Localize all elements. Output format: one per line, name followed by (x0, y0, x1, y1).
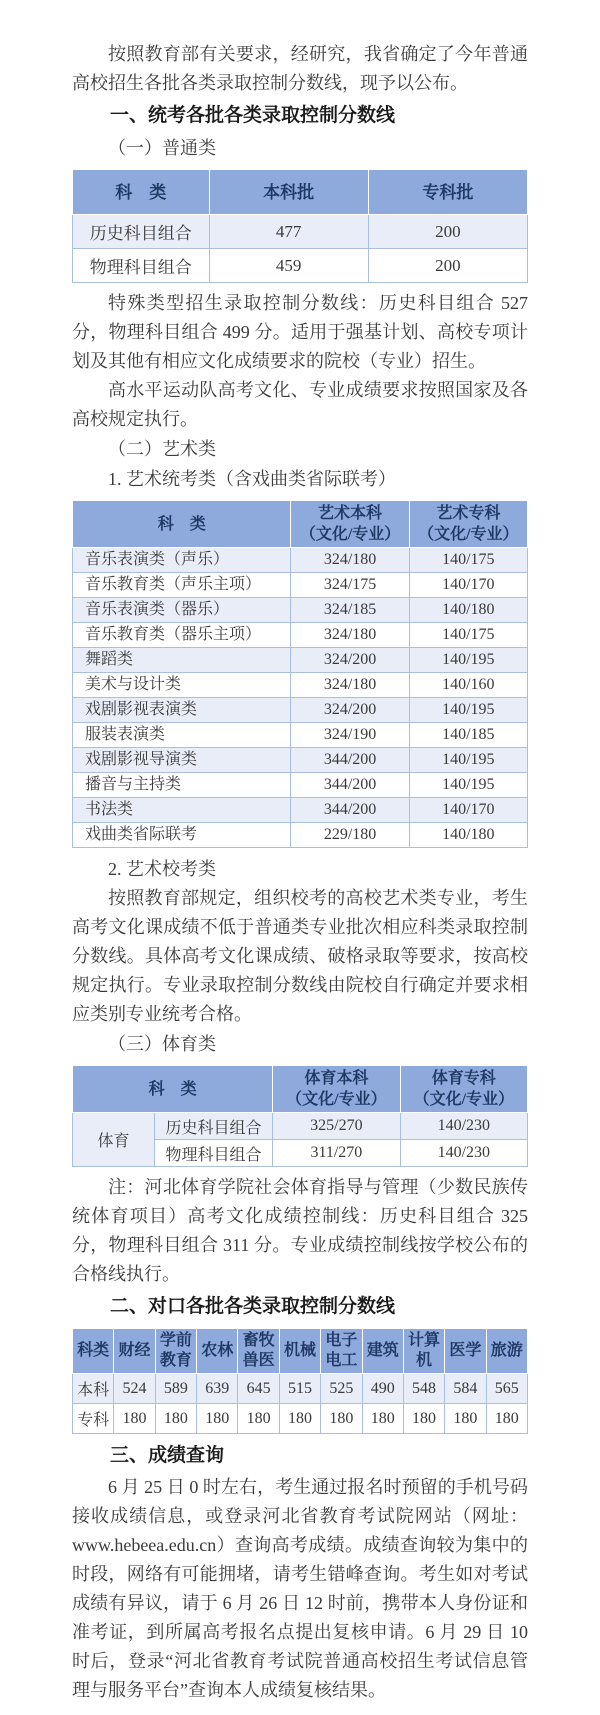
table-row (73, 823, 528, 848)
table-cell: 140/170 (409, 573, 527, 598)
section2-heading: 二、对口各批各类录取控制分数线 (110, 1296, 396, 1317)
duikou-score-table (72, 1328, 528, 1434)
table-cell: 515 (279, 1374, 320, 1404)
table-cell: 舞蹈类 (73, 648, 291, 673)
table-row (73, 698, 528, 723)
section1-heading: 一、统考各批各类录取控制分数线 (110, 105, 396, 126)
table-cell: 180 (362, 1404, 403, 1434)
table-cell: 180 (445, 1404, 486, 1434)
table-cell: 音乐教育类（器乐主项） (73, 623, 291, 648)
column-header: 农林 (197, 1329, 238, 1374)
table-row (73, 773, 528, 798)
table-cell: 音乐表演类（器乐） (73, 598, 291, 623)
table-cell: 140/230 (400, 1113, 527, 1140)
header-line: 体育本科 (304, 1070, 369, 1087)
table-cell: 344/200 (291, 798, 409, 823)
table-cell: 229/180 (291, 823, 409, 848)
table-cell: 180 (321, 1404, 362, 1434)
table-cell: 200 (368, 249, 527, 283)
table-row (73, 648, 528, 673)
column-header: 畜牧兽医 (238, 1329, 279, 1374)
table-cell: 344/200 (291, 748, 409, 773)
table-cell: 525 (321, 1374, 362, 1404)
table-cell: 戏曲类省际联考 (73, 823, 291, 848)
table-cell: 344/200 (291, 773, 409, 798)
table-cell: 播音与主持类 (73, 773, 291, 798)
column-header: 科 类 (73, 501, 291, 548)
table-row (73, 598, 528, 623)
table-row (73, 1374, 528, 1404)
table-row (73, 573, 528, 598)
table-cell: 物理科目组合 (73, 249, 210, 283)
table-cell: 服装表演类 (73, 723, 291, 748)
column-header: 机械 (279, 1329, 320, 1374)
column-header: 旅游 (486, 1329, 527, 1374)
header-line: 艺术专科 (436, 505, 501, 522)
section3-heading: 三、成绩查询 (110, 1445, 225, 1466)
sports-score-table (72, 1065, 528, 1167)
table-cell: 140/195 (409, 648, 527, 673)
art-school-heading: 2. 艺术校考类 (108, 859, 216, 879)
column-header: 财经 (114, 1329, 155, 1374)
table-cell: 325/270 (273, 1113, 400, 1140)
table-cell: 490 (362, 1374, 403, 1404)
table-cell: 历史科目组合 (73, 215, 210, 249)
table-cell: 459 (209, 249, 368, 283)
header-line: 体育专科 (431, 1070, 496, 1087)
column-header: 本科批 (209, 170, 368, 215)
table-cell: 专科 (73, 1404, 114, 1434)
table-cell: 324/180 (291, 548, 409, 573)
table-cell: 书法类 (73, 798, 291, 823)
table-cell: 180 (197, 1404, 238, 1434)
sub-heading-art: （二）艺术类 (108, 439, 216, 459)
table-cell: 140/175 (409, 548, 527, 573)
table-cell: 180 (403, 1404, 444, 1434)
table-cell: 200 (368, 215, 527, 249)
table-cell: 180 (279, 1404, 320, 1434)
table-cell: 140/230 (400, 1140, 527, 1167)
table-cell: 324/185 (291, 598, 409, 623)
table-cell: 180 (155, 1404, 196, 1434)
table-cell: 戏剧影视导演类 (73, 748, 291, 773)
table-cell: 美术与设计类 (73, 673, 291, 698)
table-cell: 639 (197, 1374, 238, 1404)
table-cell: 140/170 (409, 798, 527, 823)
table-cell: 311/270 (273, 1140, 400, 1167)
table-cell: 180 (114, 1404, 155, 1434)
table-row (73, 215, 528, 249)
table-row (73, 1113, 528, 1140)
table-row (73, 623, 528, 648)
art-unified-heading: 1. 艺术统考类（含戏曲类省际联考） (108, 469, 396, 489)
table-header-row (73, 501, 528, 548)
column-header: 科类 (73, 1329, 114, 1374)
column-header (400, 1066, 527, 1113)
sports-note-paragraph: 注：河北体育学院社会体育指导与管理（少数民族传统体育项目）高考文化成绩控制线：历史科目组合 325 分，物理科目组合 311 分。专业成绩控制线按学校公布的合格线执行。 (72, 1177, 528, 1284)
table-cell: 324/180 (291, 673, 409, 698)
table-cell: 140/195 (409, 748, 527, 773)
sub-heading-general: （一）普通类 (108, 138, 216, 158)
table-header-row (73, 170, 528, 215)
column-header: 专科批 (368, 170, 527, 215)
table-cell: 589 (155, 1374, 196, 1404)
table-row (73, 798, 528, 823)
table-cell: 324/200 (291, 698, 409, 723)
table-cell: 324/175 (291, 573, 409, 598)
table-row (73, 548, 528, 573)
column-header: 科 类 (73, 1066, 273, 1113)
header-line: （文化/专业） (286, 1091, 387, 1108)
art-unified-score-table (72, 500, 528, 848)
header-line: （文化/专业） (418, 526, 519, 543)
column-header: 科 类 (73, 170, 210, 215)
table-cell: 体育 (73, 1113, 155, 1167)
column-header (291, 501, 409, 548)
table-cell: 本科 (73, 1374, 114, 1404)
table-cell: 645 (238, 1374, 279, 1404)
general-score-table (72, 169, 528, 283)
table-row (73, 1404, 528, 1434)
column-header: 医学 (445, 1329, 486, 1374)
intro-paragraph: 按照教育部有关要求，经研究，我省确定了今年普通高校招生各批各类录取控制分数线，现予以公布。 (72, 44, 528, 93)
header-line: 艺术本科 (318, 505, 383, 522)
table-cell: 324/190 (291, 723, 409, 748)
table-row (73, 673, 528, 698)
header-line: （文化/专业） (299, 526, 401, 543)
table-cell: 180 (486, 1404, 527, 1434)
table-cell: 140/195 (409, 773, 527, 798)
table-cell: 584 (445, 1374, 486, 1404)
table-row (73, 748, 528, 773)
table-cell: 324/200 (291, 648, 409, 673)
column-header: 计算机 (403, 1329, 444, 1374)
table-cell: 140/185 (409, 723, 527, 748)
header-line: （文化/专业） (413, 1091, 515, 1108)
query-paragraph: 6 月 25 日 0 时左右，考生通过报名时预留的手机号码接收成绩信息，或登录河北省教育考试院网站（网址：www.hebeea.edu.cn）查询高考成绩。成绩查询较为集中的时段，网络有可能拥堵，请考生错峰查询。考生如对考试成绩有异议，请于 6 月 26 日 12 时前，携带本人身份证和准考证，到所属高考报名点提出复核申请。6 月 29 日 10 时后，登录“河北省教育考试院普通高校招生考试信息管理与服务平台”查询本人成绩复核结果。 (72, 1477, 528, 1700)
table-cell: 历史科目组合 (154, 1113, 272, 1140)
table-cell: 140/180 (409, 823, 527, 848)
table-cell: 音乐表演类（声乐） (73, 548, 291, 573)
art-school-paragraph: 按照教育部规定，组织校考的高校艺术类专业，考生高考文化课成绩不低于普通类专业批次相应科类录取控制分数线。具体高考文化课成绩、破格录取等要求，按高校规定执行。专业录取控制分数线由院校自行确定并要求相应类别专业统考合格。 (72, 888, 528, 1024)
sports-team-paragraph: 高水平运动队高考文化、专业成绩要求按照国家及各高校规定执行。 (72, 380, 528, 429)
table-cell: 音乐教育类（声乐主项） (73, 573, 291, 598)
column-header: 学前教育 (155, 1329, 196, 1374)
special-types-paragraph: 特殊类型招生录取控制分数线：历史科目组合 527 分，物理科目组合 499 分。适用于强基计划、高校专项计划及其他有相应文化成绩要求的院校（专业）招生。 (72, 293, 528, 371)
table-cell: 140/175 (409, 623, 527, 648)
table-cell: 524 (114, 1374, 155, 1404)
sub-heading-sports: （三）体育类 (108, 1034, 216, 1054)
column-header: 电子电工 (321, 1329, 362, 1374)
table-cell: 物理科目组合 (154, 1140, 272, 1167)
table-header-row (73, 1066, 528, 1113)
table-row (73, 723, 528, 748)
table-cell: 戏剧影视表演类 (73, 698, 291, 723)
table-row (73, 249, 528, 283)
column-header (409, 501, 527, 548)
table-cell: 180 (238, 1404, 279, 1434)
table-cell: 324/180 (291, 623, 409, 648)
table-cell: 477 (209, 215, 368, 249)
table-cell: 140/180 (409, 598, 527, 623)
table-cell: 140/195 (409, 698, 527, 723)
table-cell: 140/160 (409, 673, 527, 698)
column-header: 建筑 (362, 1329, 403, 1374)
column-header (273, 1066, 400, 1113)
table-header-row (73, 1329, 528, 1374)
table-cell: 565 (486, 1374, 527, 1404)
table-cell: 548 (403, 1374, 444, 1404)
